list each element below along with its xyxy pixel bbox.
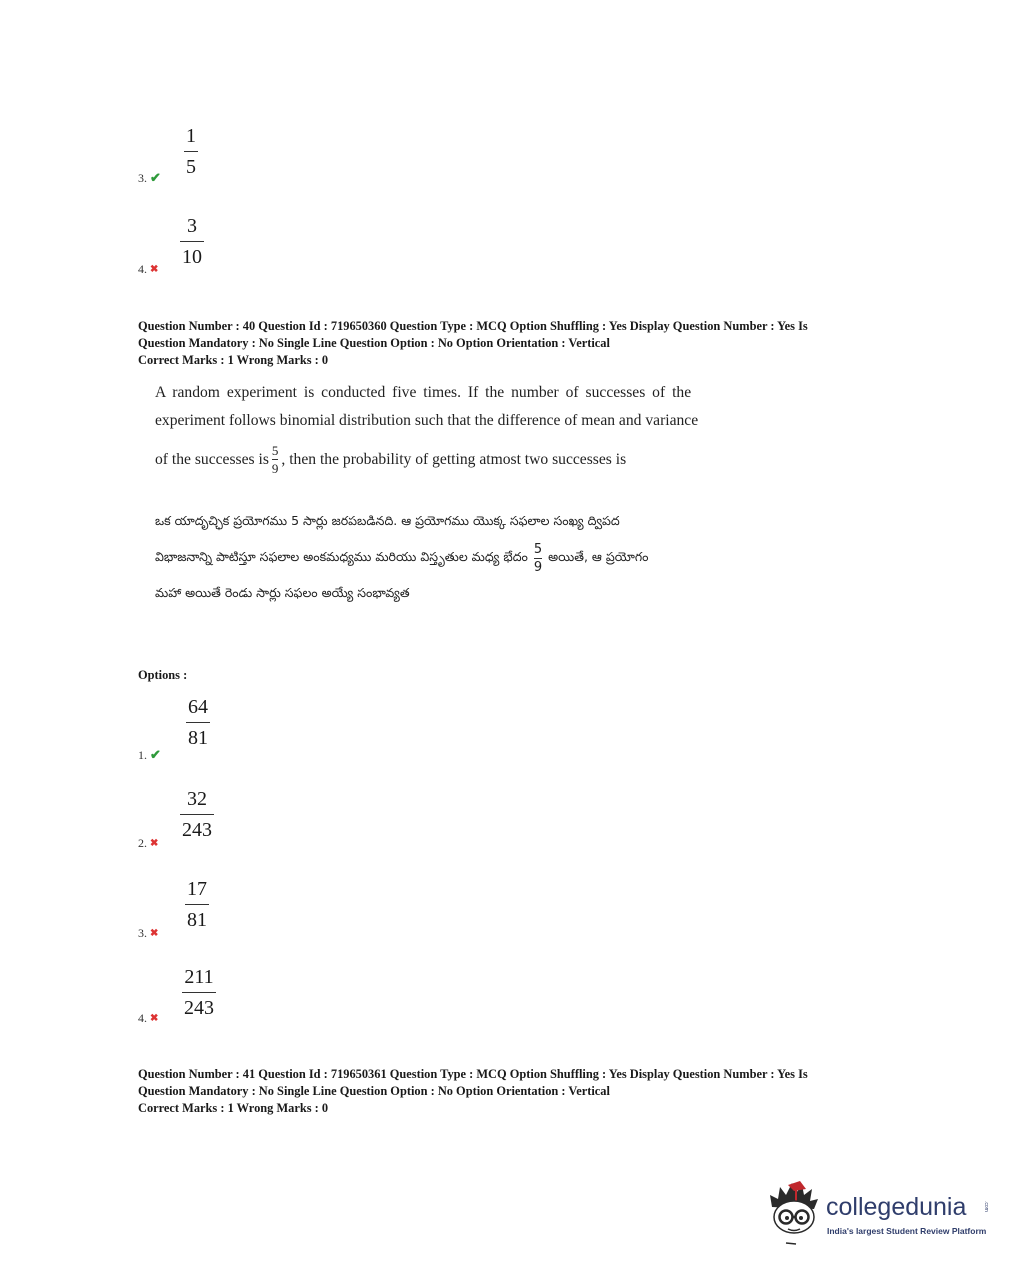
- numerator: 64: [188, 696, 208, 718]
- option-number: 4.: [138, 262, 147, 276]
- prev-option-4-marker: [138, 262, 158, 277]
- inline-fraction: [534, 543, 542, 574]
- prev-option-4-fraction: [180, 216, 204, 267]
- prev-option-3-marker: [138, 170, 161, 186]
- denominator: 243: [182, 819, 212, 841]
- option-3-marker: [138, 926, 158, 941]
- option-1-marker: [138, 747, 161, 763]
- meta-line: Question Number : 40 Question Id : 719650360 Question Type : MCQ Option Shuffling : Yes Display Question Number : Yes Is: [138, 319, 808, 333]
- numerator: 17: [187, 878, 207, 900]
- denominator: 10: [182, 246, 202, 268]
- question-41-meta: [138, 1066, 808, 1117]
- option-number: 2.: [138, 836, 147, 850]
- question-40-english-line-2: experiment follows binomial distribution such that the difference of mean and variance: [155, 412, 699, 429]
- options-label: Options :: [138, 668, 188, 682]
- numerator: 1: [186, 125, 196, 147]
- check-icon: ✔: [150, 170, 161, 185]
- logo-name: collegedunia: [826, 1193, 967, 1221]
- text-segment: విభాజనాన్ని పాటిస్తూ సఫలాల అంకమధ్యము మరియు విస్తృతుల మధ్య భేదం: [155, 549, 528, 564]
- check-icon: ✔: [150, 747, 161, 762]
- option-2-fraction: [180, 789, 214, 840]
- fraction-bar: [534, 558, 542, 559]
- option-4-marker: [138, 1011, 158, 1026]
- option-3-fraction: [185, 879, 209, 930]
- text-segment: of the successes is: [155, 450, 269, 468]
- option-number: 3.: [138, 926, 147, 940]
- meta-line: Question Mandatory : No Single Line Question Option : No Option Orientation : Vertical: [138, 1083, 610, 1098]
- text-segment: అయితే, ఆ ప్రయోగం: [548, 549, 649, 564]
- denominator: 81: [187, 909, 207, 931]
- cross-icon: ✖: [150, 928, 159, 939]
- option-4-fraction: [182, 967, 216, 1018]
- inline-fraction: [272, 444, 279, 475]
- collegedunia-logo: [766, 1177, 996, 1247]
- logo-suffix: .com: [983, 1201, 989, 1212]
- meta-line: Correct Marks : 1 Wrong Marks : 0: [138, 1101, 329, 1115]
- option-2-marker: [138, 836, 158, 851]
- cross-icon: ✖: [150, 1013, 159, 1024]
- denominator: 9: [271, 461, 279, 476]
- numerator: 5: [533, 542, 543, 557]
- numerator: 211: [184, 966, 214, 988]
- denominator: 243: [184, 997, 214, 1019]
- denominator: 9: [533, 560, 543, 575]
- option-1-fraction: [186, 697, 210, 748]
- option-number: 1.: [138, 747, 147, 762]
- question-40-telugu-line-3: మహా అయితే రెండు సార్లు సఫలం అయ్యే సంభావ్యత: [155, 585, 410, 600]
- meta-line: Question Number : 41 Question Id : 719650361 Question Type : MCQ Option Shuffling : Yes Display Question Number : Yes Is: [138, 1067, 808, 1081]
- mascot-icon: [766, 1177, 826, 1247]
- cross-icon: ✖: [150, 838, 159, 849]
- option-number: 3.: [138, 170, 147, 185]
- question-40-telugu-line-1: ఒక యాదృచ్ఛిక ప్రయోగము 5 సార్లు జరపబడినది. ఆ ప్రయోగము యొక్క సఫలాల సంఖ్య ద్విపద: [155, 513, 620, 528]
- question-40-telugu-line-2: [155, 543, 648, 574]
- fraction-bar: [272, 459, 279, 460]
- question-40-meta: [138, 318, 808, 369]
- meta-line: Question Mandatory : No Single Line Question Option : No Option Orientation : Vertical: [138, 335, 610, 350]
- denominator: 81: [188, 727, 208, 749]
- meta-line: Correct Marks : 1 Wrong Marks : 0: [138, 353, 329, 367]
- cross-icon: ✖: [150, 264, 159, 275]
- option-number: 4.: [138, 1011, 147, 1025]
- question-40-english-line-3: [155, 444, 626, 475]
- numerator: 5: [271, 443, 279, 458]
- prev-option-3-fraction: [184, 126, 198, 177]
- numerator: 32: [187, 788, 207, 810]
- text-segment: , then the probability of getting atmost two successes is: [281, 450, 627, 468]
- question-40-english-line-1: A random experiment is conducted five times. If the number of successes of the: [155, 384, 692, 401]
- denominator: 5: [186, 156, 196, 178]
- logo-tagline: India's largest Student Review Platform: [827, 1226, 987, 1236]
- numerator: 3: [187, 215, 197, 237]
